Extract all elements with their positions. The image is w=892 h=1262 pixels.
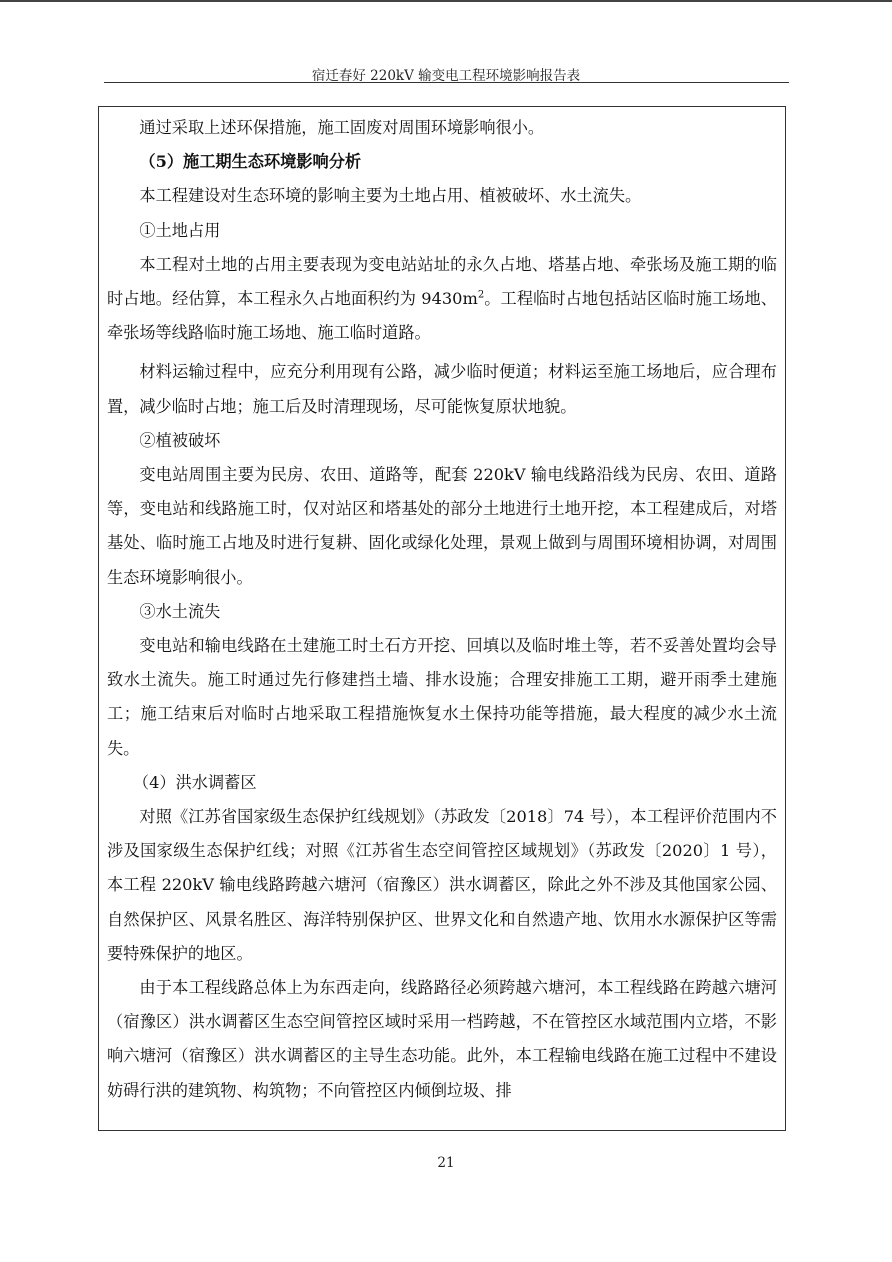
subheading-land: ①土地占用 (139, 220, 221, 240)
paragraph-eco: 本工程建设对生态环境的影响主要为土地占用、植被破坏、水土流失。 (139, 186, 642, 206)
subheading-vegetation: ②植被破坏 (139, 430, 221, 450)
superscript-2: 2 (477, 289, 485, 301)
header-rule (104, 82, 789, 83)
paragraph-route: 由于本工程线路总体上为东西走向，线路路径必须跨越六塘河，本工程线路在跨越六塘河（宿豫区）洪水调蓄区生态空间管控区域时采用一档跨越，不在管控区水域范围内立塔，不影响六塘河（宿豫区）洪水调蓄区的主导生态功能。此外，本工程输电线路在施工过程中不建设妨碍行洪的建筑物、构筑物；不向管控区内倾倒垃圾、排 (107, 978, 777, 1100)
body-text (99, 107, 785, 1108)
paragraph-intro: 通过采取上述环保措施，施工固废对周围环境影响很小。 (139, 118, 545, 137)
subheading-flood: （4）洪水调蓄区 (132, 772, 257, 792)
subheading-soil: ③水土流失 (139, 601, 221, 621)
running-header: 宿迁春好 220kV 输变电工程环境影响报告表 (311, 68, 581, 84)
paragraph-land-part-a: 本工程对土地的占用主要表现为变电站站址的永久占地、塔基占地、牵张场及施工期的临时占地。经估算，本工程永久占地面积约为 9430m (107, 254, 777, 309)
paragraph-soil: 变电站和输电线路在土建施工时土石方开挖、回填以及临时堆土等，若不妥善处置均会导致水土流失。施工时通过先行修建挡土墙、排水设施；合理安排施工工期，避开雨季土建施工；施工结束后对临时占地采取工程措施恢复水土保持功能等措施，最大程度的减少水土流失。 (107, 636, 777, 758)
page-top-border (0, 0, 892, 2)
paragraph-flood: 对照《江苏省国家级生态保护红线规划》（苏政发〔2018〕74 号），本工程评价范围内不涉及国家级生态保护红线；对照《江苏省生态空间管控区域规划》（苏政发〔2020〕1 号），本工程 220kV 输电线路跨越六塘河（宿豫区）洪水调蓄区，除此之外不涉及其他国家公园、自然保护区、风景名胜区、海洋特别保护区、世界文化和自然遗产地、饮用水水源保护区等需要特殊保护的地区。 (107, 807, 777, 963)
page-number: 21 (437, 1155, 455, 1171)
paragraph-land (107, 248, 777, 351)
paragraph-vegetation: 变电站周围主要为民房、农田、道路等，配套 220kV 输电线路沿线为民房、农田、道路等，变电站和线路施工时，仅对站区和塔基处的部分土地进行土地开挖，本工程建成后，对塔基处、临时施工占地及时进行复耕、固化或绿化处理，景观上做到与周围环境相协调，对周围生态环境影响很小。 (107, 465, 777, 587)
section-heading-eco: （5）施工期生态环境影响分析 (139, 152, 362, 172)
paragraph-material: 材料运输过程中，应充分利用现有公路，减少临时便道；材料运至施工场地后，应合理布置，减少临时占地；施工后及时清理现场，尽可能恢复原状地貌。 (107, 362, 777, 416)
paragraph-land-part-b: 。工程临时占地包括站区临时施工场地、牵张场等线路临时施工场地、施工临时道路。 (107, 289, 777, 343)
content-frame (98, 106, 786, 1131)
